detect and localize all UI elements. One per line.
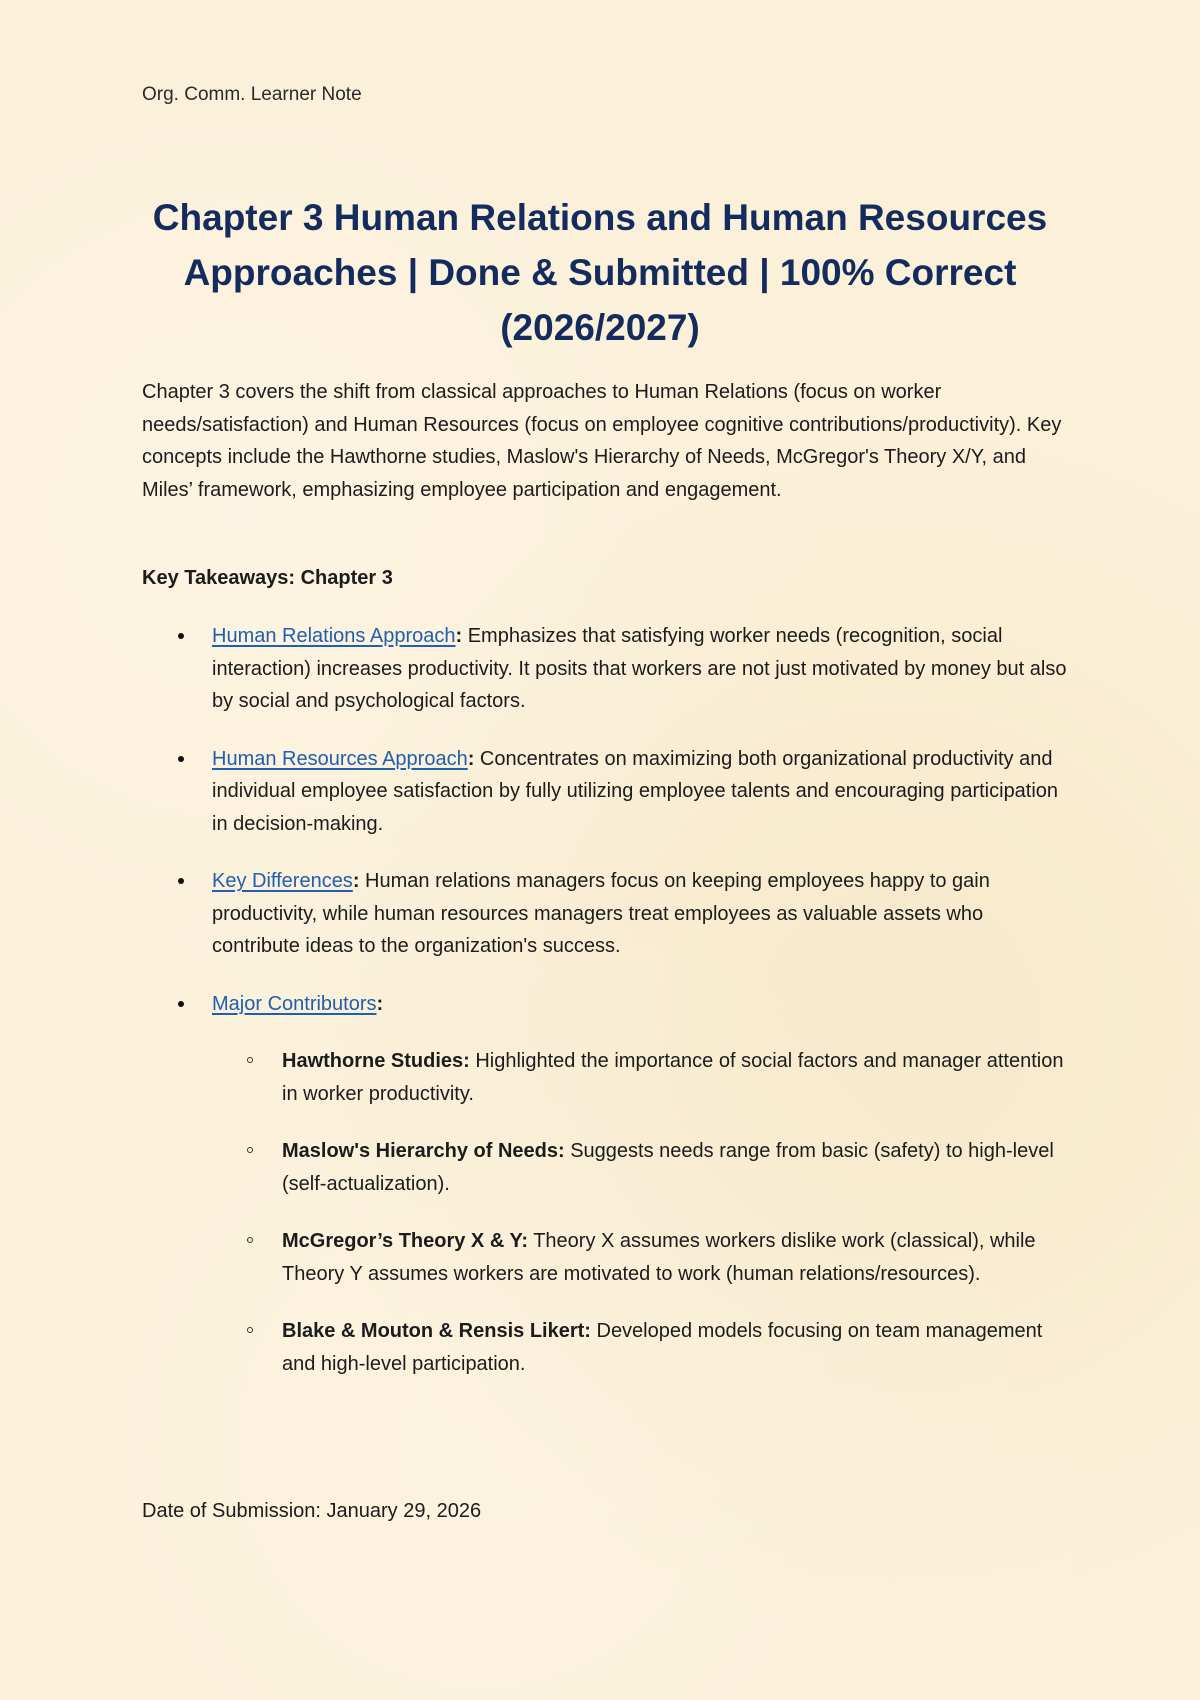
bullet-icon (178, 756, 184, 762)
colon: : (455, 625, 463, 647)
contributor-name: Maslow's Hierarchy of Needs: (282, 1140, 565, 1162)
bullet-icon (178, 878, 184, 884)
submission-date: Date of Submission: January 29, 2026 (142, 1500, 482, 1522)
bullet-icon (178, 1001, 184, 1007)
contributor-text: Developed models focusing on team management and high-level participation. (282, 1320, 1043, 1375)
header-note: Org. Comm. Learner Note (142, 84, 362, 105)
colon: : (376, 992, 384, 1015)
contributor-name: Blake & Mouton & Rensis Likert: (282, 1320, 591, 1342)
takeaway-text: Emphasizes that satisfying worker needs (recognition, social interaction) increases productivity. It posits that workers are not just motivated by money but also by social and psychological factors. (212, 625, 1067, 712)
colon: : (467, 747, 475, 770)
intro-paragraph: Chapter 3 covers the shift from classical approaches to Human Relations (focus on worker needs/satisfaction) and Human Resources (focus on employee cognitive contributions/productivity). Key concepts include the Hawthorne studies, Maslow's Hierarchy of Needs, McGregor's Theory X/Y, and Miles’ framework, emphasizing employee participation and engagement. (142, 381, 1062, 501)
takeaway-item (142, 865, 1070, 963)
contributors-list (212, 1045, 1070, 1380)
contributor-item (211, 1315, 1070, 1380)
contributor-name: McGregor’s Theory X & Y: (282, 1230, 528, 1252)
circle-bullet-icon (247, 1327, 253, 1333)
takeaway-link[interactable]: Key Differences (212, 870, 353, 892)
contributor-text: Highlighted the importance of social factors and manager attention in worker productivity. (282, 1050, 1064, 1105)
contributor-item (211, 1045, 1070, 1110)
takeaway-text: Human relations managers focus on keeping employees happy to gain productivity, while human resources managers treat employees as valuable assets who contribute ideas to the organization's success. (212, 870, 990, 957)
takeaway-link[interactable]: Major Contributors (212, 992, 377, 1015)
takeaway-link[interactable]: Human Relations Approach (212, 625, 456, 647)
takeaway-text: Concentrates on maximizing both organizational productivity and individual employee satisfaction by fully utilizing employee talents and encouraging participation in decision-making. (212, 747, 1059, 835)
takeaway-item (142, 988, 1070, 1381)
circle-bullet-icon (247, 1147, 253, 1153)
colon: : (352, 870, 360, 892)
circle-bullet-icon (247, 1057, 253, 1063)
contributor-item (211, 1135, 1070, 1200)
contributor-text: Suggests needs range from basic (safety) to high-level (self-actualization). (282, 1140, 1054, 1195)
takeaways-list (142, 620, 1070, 1405)
page-title: Chapter 3 Human Relations and Human Resources Approaches | Done & Submitted | 100% Correct (2026/2027) (152, 197, 1048, 348)
takeaway-item (142, 620, 1070, 718)
circle-bullet-icon (247, 1237, 253, 1243)
contributor-text: Theory X assumes workers dislike work (classical), while Theory Y assumes workers are motivated to work (human relations/resources). (282, 1230, 1036, 1285)
contributor-name: Hawthorne Studies: (282, 1050, 470, 1072)
contributor-item (211, 1225, 1070, 1290)
bullet-icon (178, 633, 184, 639)
section-heading: Key Takeaways: Chapter 3 (142, 567, 393, 589)
takeaway-link[interactable]: Human Resources Approach (212, 747, 468, 770)
takeaway-item (142, 743, 1070, 841)
